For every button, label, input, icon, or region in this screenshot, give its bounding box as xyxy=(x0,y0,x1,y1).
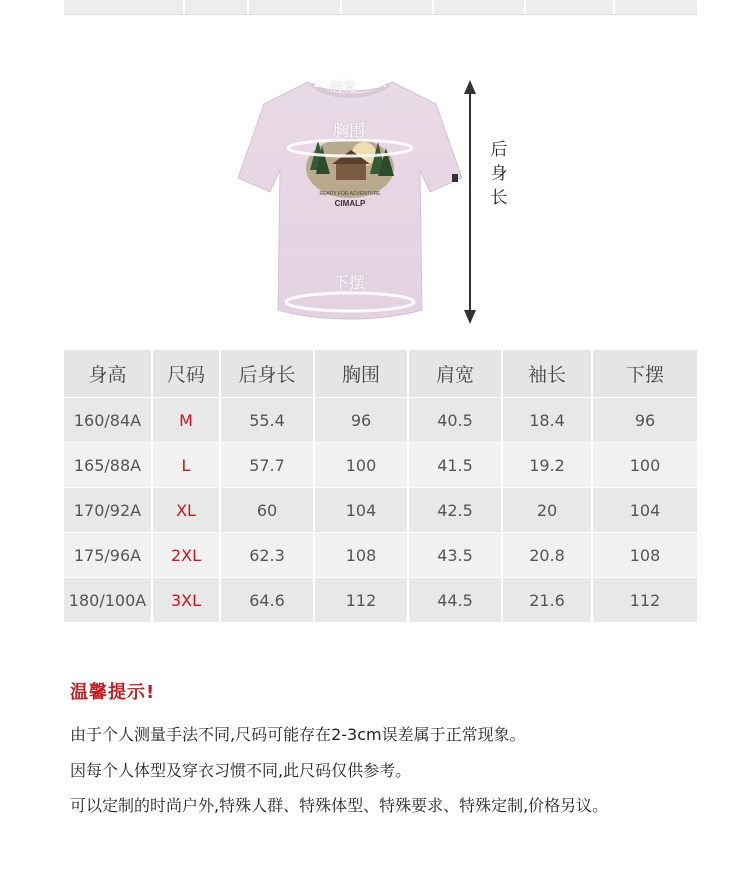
cell-shoulder: 42.5 xyxy=(409,488,503,533)
cell-back-length: 57.7 xyxy=(221,443,315,488)
cell-shoulder: 41.5 xyxy=(409,443,503,488)
header-chest: 胸围 xyxy=(315,350,409,398)
cell-chest: 100 xyxy=(315,443,409,488)
cell-hem: 100 xyxy=(593,443,697,488)
table-header-row xyxy=(64,350,697,398)
cell-back-length: 64.6 xyxy=(221,578,315,623)
cell-back-length: 60 xyxy=(221,488,315,533)
measurement-diagram xyxy=(0,70,750,330)
header-shoulder: 肩宽 xyxy=(409,350,503,398)
cell-shoulder: 44.5 xyxy=(409,578,503,623)
cell-hem: 104 xyxy=(593,488,697,533)
cell-height: 180/100A xyxy=(64,578,153,623)
previous-table-fragment xyxy=(64,0,697,15)
cell-height: 160/84A xyxy=(64,398,153,443)
cell-shoulder: 40.5 xyxy=(409,398,503,443)
back-length-arrow xyxy=(462,80,478,324)
cell-back-length: 55.4 xyxy=(221,398,315,443)
cell-chest: 96 xyxy=(315,398,409,443)
cell-height: 170/92A xyxy=(64,488,153,533)
cell-hem: 108 xyxy=(593,533,697,578)
hem-label: 下摆 xyxy=(333,273,366,292)
cell-sleeve: 20 xyxy=(503,488,593,533)
cell-sleeve: 20.8 xyxy=(503,533,593,578)
chest-label: 胸围 xyxy=(333,121,366,140)
table-row xyxy=(64,578,697,623)
cell-size: XL xyxy=(153,488,221,533)
cell-shoulder: 43.5 xyxy=(409,533,503,578)
cell-hem: 112 xyxy=(593,578,697,623)
header-back-length: 后身长 xyxy=(221,350,315,398)
cell-height: 175/96A xyxy=(64,533,153,578)
cell-size: 3XL xyxy=(153,578,221,623)
table-row xyxy=(64,443,697,488)
table-row xyxy=(64,398,697,443)
print-slogan: READY FOR ADVENTURE xyxy=(319,191,381,197)
print-brand: CIMALP xyxy=(334,199,366,208)
cell-back-length: 62.3 xyxy=(221,533,315,578)
cell-chest: 104 xyxy=(315,488,409,533)
cell-sleeve: 21.6 xyxy=(503,578,593,623)
cell-chest: 112 xyxy=(315,578,409,623)
cell-size: L xyxy=(153,443,221,488)
header-height: 身高 xyxy=(64,350,153,398)
header-hem: 下摆 xyxy=(593,350,697,398)
header-size: 尺码 xyxy=(153,350,221,398)
cell-sleeve: 18.4 xyxy=(503,398,593,443)
cell-chest: 108 xyxy=(315,533,409,578)
table-row xyxy=(64,533,697,578)
cell-hem: 96 xyxy=(593,398,697,443)
cell-sleeve: 19.2 xyxy=(503,443,593,488)
note-line: 由于个人测量手法不同,尺码可能存在2-3cm误差属于正常现象。 xyxy=(70,725,526,744)
table-row xyxy=(64,488,697,533)
shoulder-label: 肩宽 xyxy=(330,80,357,95)
size-table xyxy=(64,350,697,623)
notes-title: 温馨提示! xyxy=(70,682,156,703)
cell-size: M xyxy=(153,398,221,443)
cell-size: 2XL xyxy=(153,533,221,578)
note-line: 因每个人体型及穿衣习惯不同,此尺码仅供参考。 xyxy=(70,761,412,780)
note-line: 可以定制的时尚户外,特殊人群、特殊体型、特殊要求、特殊定制,价格另议。 xyxy=(70,796,609,815)
back-length-label: 后 身 长 xyxy=(490,140,508,208)
cell-height: 165/88A xyxy=(64,443,153,488)
header-sleeve: 袖长 xyxy=(503,350,593,398)
